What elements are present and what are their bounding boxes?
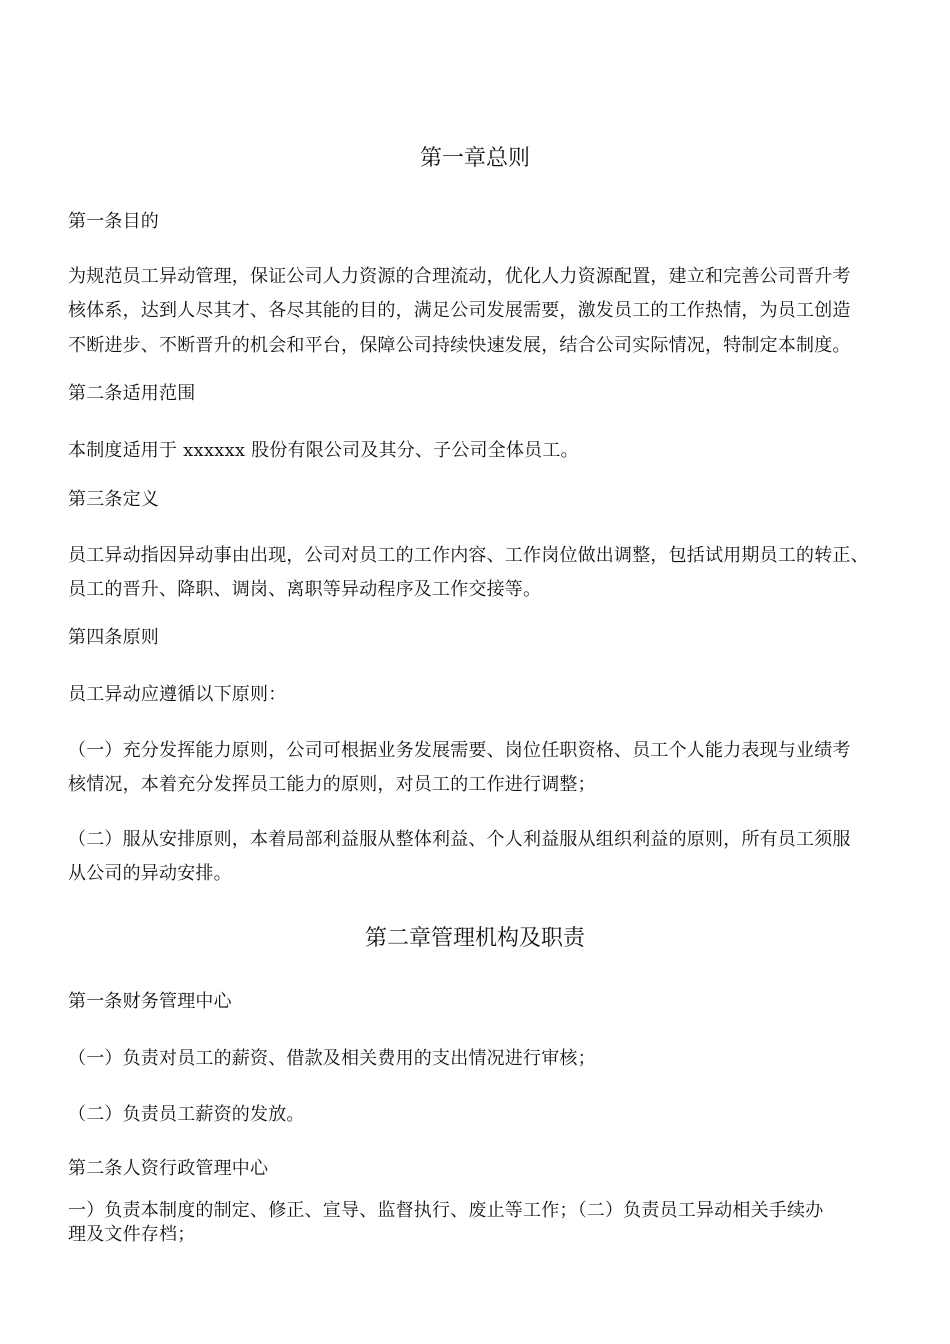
article-1-line-3: 不断进步、不断晋升的机会和平台，保障公司持续快速发展，结合公司实际情况，特制定本制度。 [68,335,851,356]
article-1-heading: 第一条目的 [68,211,159,232]
chapter-2-article-2-line-1: 一）负责本制度的制定、修正、宣导、监督执行、废止等工作；（二）负责员工异动相关手续办 [68,1200,824,1221]
article-1-line-1: 为规范员工异动管理，保证公司人力资源的合理流动，优化人力资源配置，建立和完善公司晋升考 [68,266,851,287]
chapter-2-article-2-line-2: 理及文件存档； [68,1224,196,1245]
article-2-heading: 第二条适用范围 [68,383,196,404]
article-3-line-1: 员工异动指因异动事由出现，公司对员工的工作内容、工作岗位做出调整，包括试用期员工的转正、 [68,545,869,566]
article-4-item-1-line-2: 核情况，本着充分发挥员工能力的原则，对员工的工作进行调整； [68,774,596,795]
chapter-2-title: 第二章管理机构及职责 [364,926,585,951]
chapter-1-title: 第一章总则 [419,146,530,171]
chapter-2-article-1-item-1: （一）负责对员工的薪资、借款及相关费用的支出情况进行审核； [68,1048,596,1069]
article-4-intro: 员工异动应遵循以下原则： [68,684,287,705]
article-4-heading: 第四条原则 [68,627,159,648]
chapter-2-article-1-heading: 第一条财务管理中心 [68,991,232,1012]
chapter-2-article-2-heading: 第二条人资行政管理中心 [68,1158,269,1179]
article-3-line-2: 员工的晋升、降职、调岗、离职等异动程序及工作交接等。 [68,579,542,600]
article-4-item-2-line-2: 从公司的异动安排。 [68,863,232,884]
article-1-line-2: 核体系，达到人尽其才、各尽其能的目的，满足公司发展需要，激发员工的工作热情，为员工创造 [68,300,851,321]
chapter-2-article-1-item-2: （二）负责员工薪资的发放。 [68,1104,305,1125]
article-4-item-1-line-1: （一）充分发挥能力原则，公司可根据业务发展需要、岗位任职资格、员工个人能力表现与业绩考 [68,740,851,761]
article-3-heading: 第三条定义 [68,489,159,510]
article-2-text: 本制度适用于 xxxxxx 股份有限公司及其分、子公司全体员工。 [68,440,579,461]
article-4-item-2-line-1: （二）服从安排原则，本着局部利益服从整体利益、个人利益服从组织利益的原则，所有员工须服 [68,829,851,850]
